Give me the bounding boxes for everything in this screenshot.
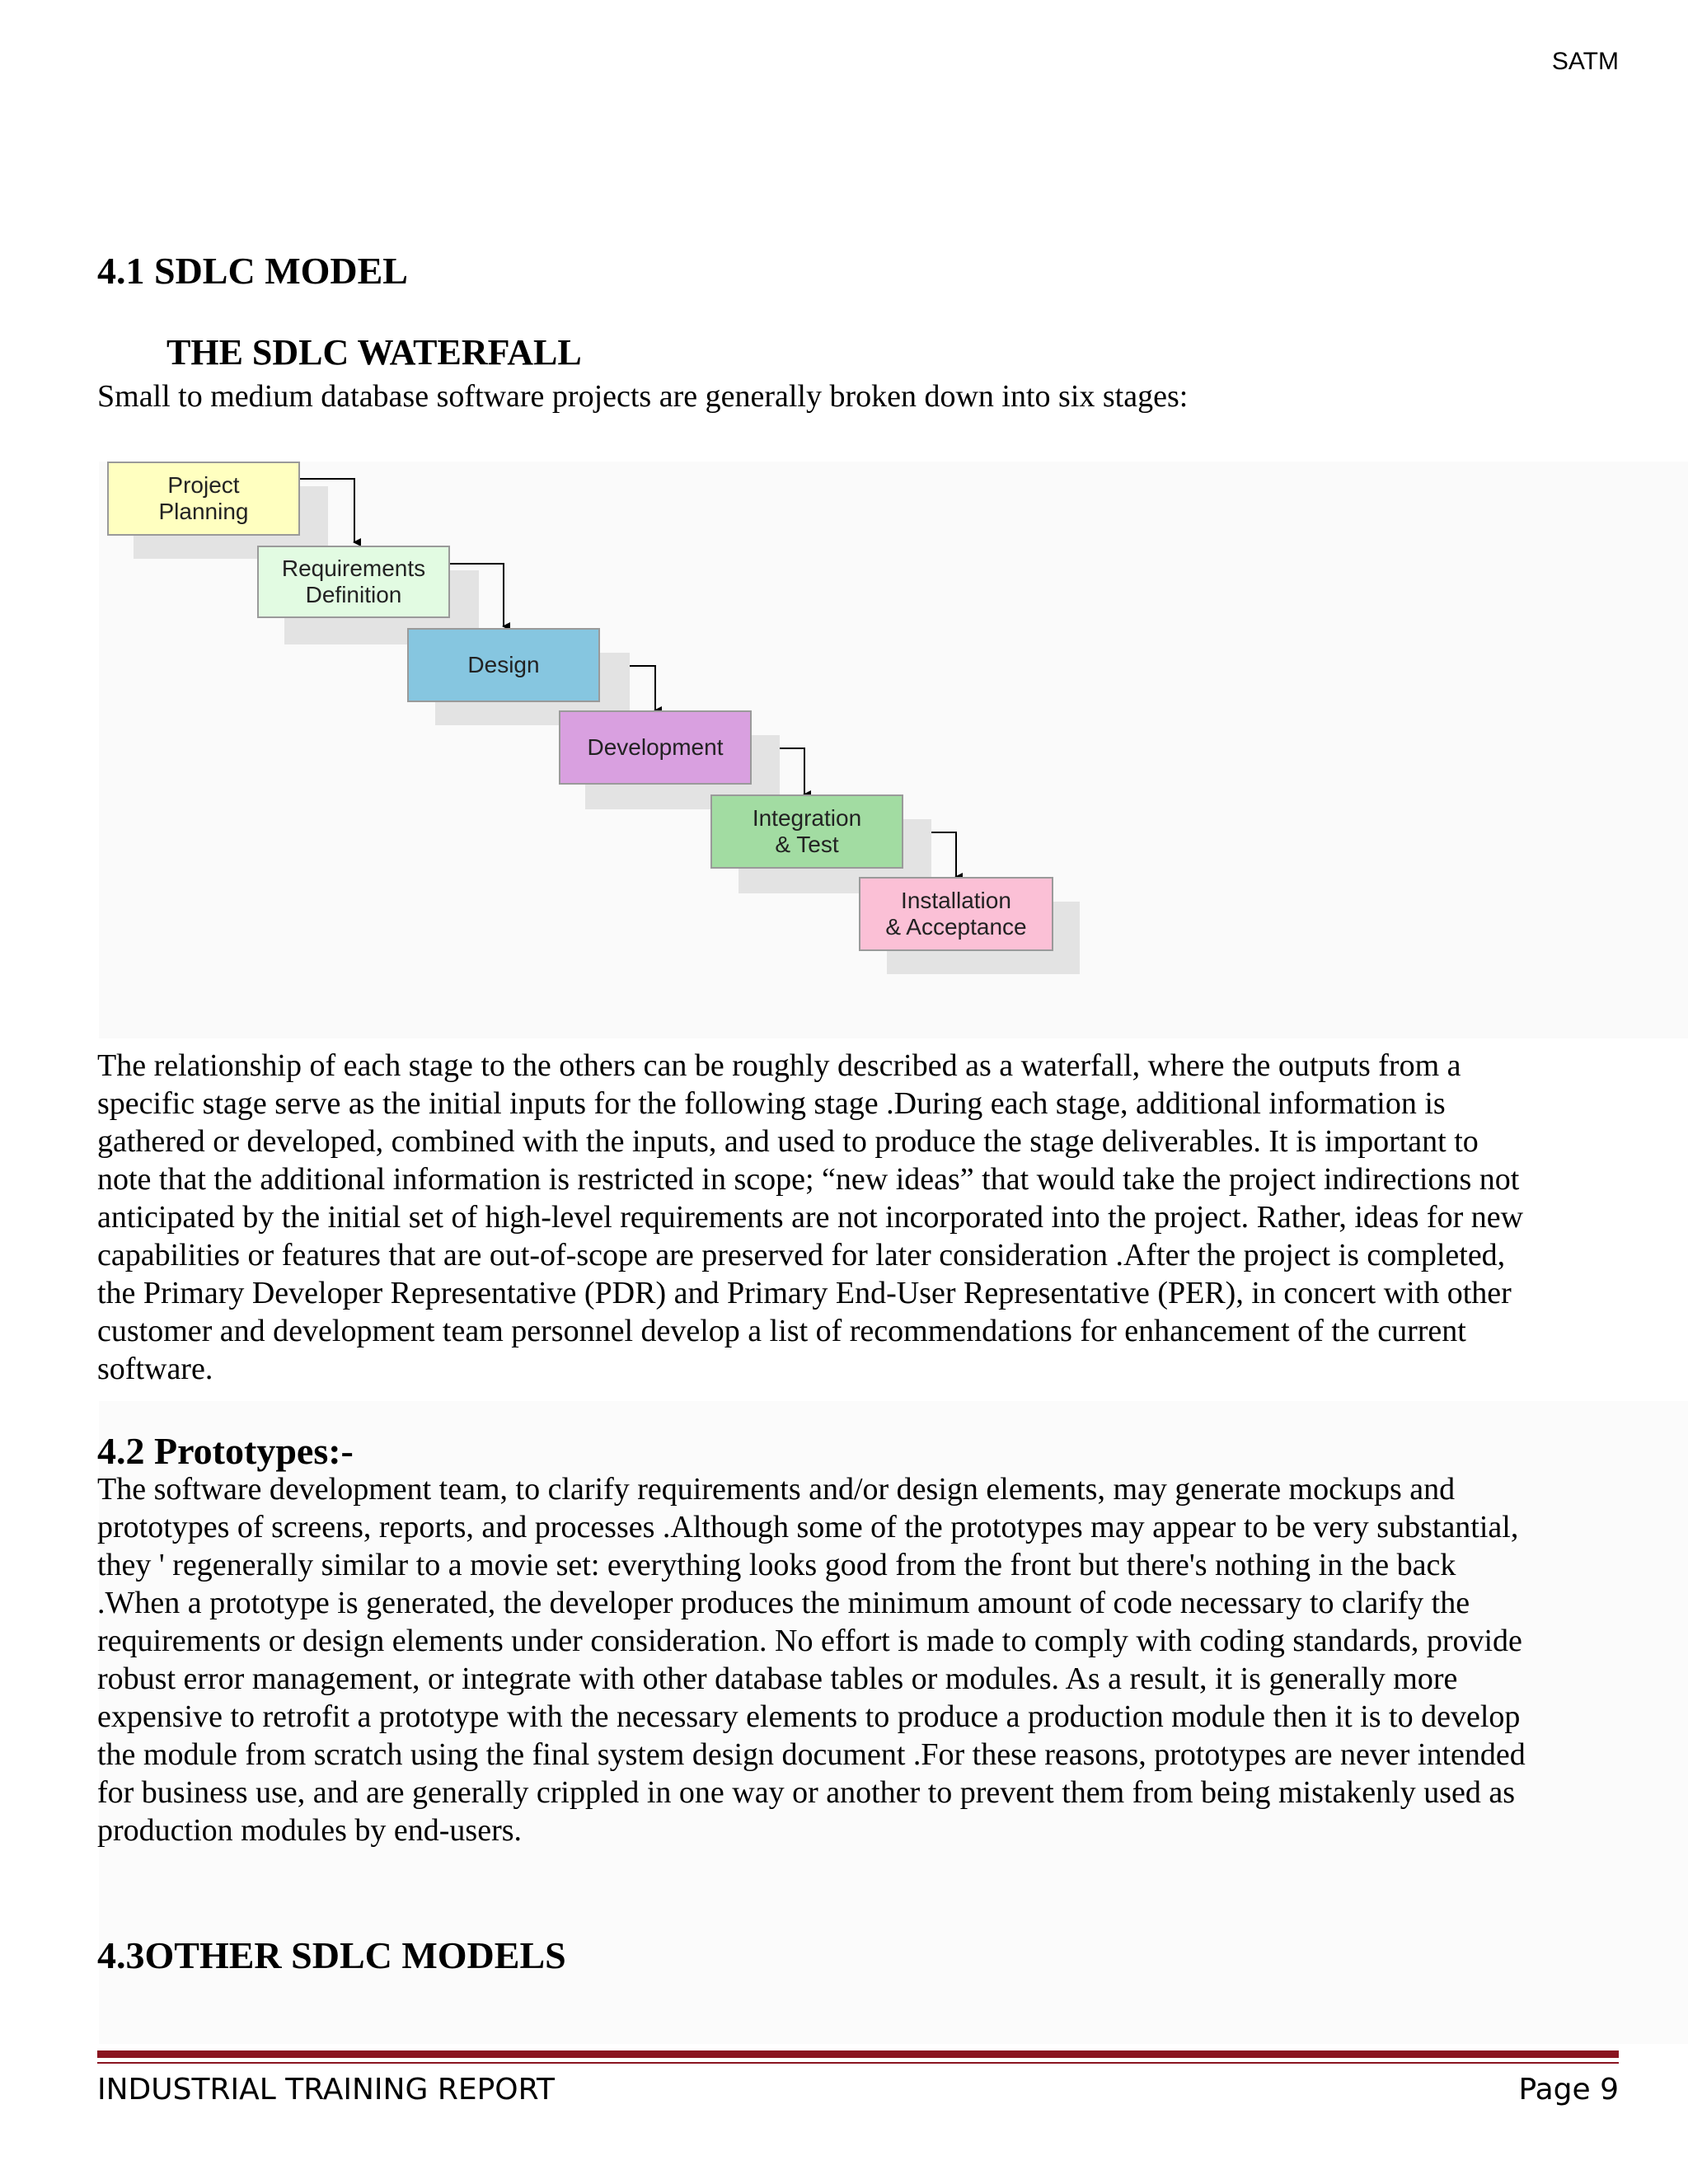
section-heading-prototypes: 4.2 Prototypes:- xyxy=(97,1430,354,1472)
text-line: expensive to retrofit a prototype with the necessary elements to produce a production module then it is to develop xyxy=(97,1699,1521,1734)
stage-integration-test: Integration & Test xyxy=(710,794,903,869)
text-line: production modules by end-users. xyxy=(97,1813,523,1848)
text-line: the module from scratch using the final system design document .For these reasons, prototypes are never intended xyxy=(97,1737,1526,1772)
text-line: gathered or developed, combined with the inputs, and used to produce the stage deliverables. It is important to xyxy=(97,1124,1479,1159)
text-line: The software development team, to clarify requirements and/or design elements, may generate mockups and xyxy=(97,1472,1456,1507)
text-line: requirements or design elements under consideration. No effort is made to comply with coding standards, provide xyxy=(97,1624,1522,1658)
text-line: note that the additional information is restricted in scope; “new ideas” that would take the project indirections not xyxy=(97,1162,1520,1197)
text-line: .When a prototype is generated, the developer produces the minimum amount of code necessary to clarify the xyxy=(97,1586,1470,1620)
text-line: prototypes of screens, reports, and processes .Although some of the prototypes may appear to be very substantial, xyxy=(97,1510,1519,1544)
stage-design: Design xyxy=(407,628,600,702)
prototypes-text xyxy=(97,1470,1622,1849)
header-institution: SATM xyxy=(1551,48,1619,75)
text-line: anticipated by the initial set of high-level requirements are not incorporated into the project. Rather, ideas for new xyxy=(97,1200,1524,1235)
text-line: they ' regenerally similar to a movie set: everything looks good from the front but there's nothing in the back xyxy=(97,1548,1456,1582)
text-line: The relationship of each stage to the others can be roughly described as a waterfall, where the outputs from a xyxy=(97,1048,1461,1083)
text-line: software. xyxy=(97,1352,213,1386)
section-heading-sdlc-model: 4.1 SDLC MODEL xyxy=(97,250,408,292)
waterfall-description xyxy=(97,1047,1622,1388)
stage-requirements-definition: Requirements Definition xyxy=(257,546,450,618)
text-line: capabilities or features that are out-of-scope are preserved for later consideration .After the project is completed, xyxy=(97,1238,1506,1272)
footer-report-title: INDUSTRIAL TRAINING REPORT xyxy=(97,2073,556,2107)
text-line: robust error management, or integrate with other database tables or modules. As a result, it is generally more xyxy=(97,1661,1458,1696)
section-heading-other-models: 4.3OTHER SDLC MODELS xyxy=(97,1934,566,1976)
stage-project-planning: Project Planning xyxy=(107,462,300,536)
footer-rule xyxy=(97,2050,1619,2058)
stage-installation-acceptance: Installation & Acceptance xyxy=(859,877,1053,951)
stage-development: Development xyxy=(559,710,752,785)
intro-text: Small to medium database software projects are generally broken down into six stages: xyxy=(97,379,1189,414)
page-number: Page 9 xyxy=(1518,2073,1619,2107)
text-line: the Primary Developer Representative (PDR) and Primary End-User Representative (PER), in concert with other xyxy=(97,1276,1512,1310)
subheading-waterfall: THE SDLC WATERFALL xyxy=(166,332,582,373)
waterfall-diagram xyxy=(0,0,1688,1030)
text-line: for business use, and are generally crippled in one way or another to prevent them from being mistakenly used as xyxy=(97,1775,1516,1810)
text-line: specific stage serve as the initial inputs for the following stage .During each stage, additional information is xyxy=(97,1086,1446,1121)
footer-rule-thin xyxy=(97,2062,1619,2064)
text-line: customer and development team personnel develop a list of recommendations for enhancement of the current xyxy=(97,1314,1466,1348)
